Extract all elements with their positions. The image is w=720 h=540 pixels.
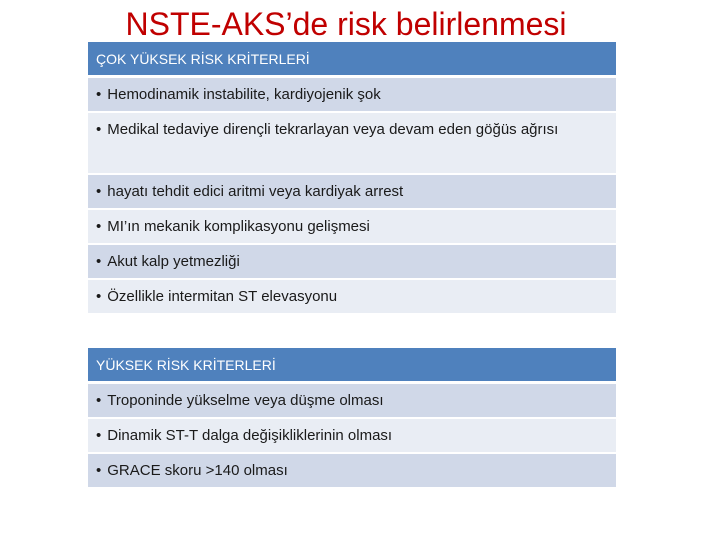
bullet-icon: • — [96, 427, 102, 444]
table-header — [88, 348, 616, 381]
table-row — [88, 78, 616, 111]
row-text: Troponinde yükselme veya düşme olması — [107, 392, 384, 409]
bullet-icon: • — [96, 218, 102, 235]
bullet-icon: • — [96, 86, 102, 103]
table-header — [88, 42, 616, 75]
row-text: Özellikle intermitan ST elevasyonu — [107, 288, 338, 305]
row-text: Medikal tedaviye dirençli tekrarlayan veya devam eden göğüs ağrısı — [107, 121, 559, 138]
row-text: hayatı tehdit edici aritmi veya kardiyak arrest — [107, 183, 404, 200]
table-row — [88, 113, 616, 173]
table-row — [88, 280, 616, 313]
bullet-icon: • — [96, 392, 102, 409]
row-text: Akut kalp yetmezliği — [107, 253, 240, 270]
header-label: YÜKSEK RİSK KRİTERLERİ — [96, 356, 276, 373]
table-row — [88, 245, 616, 278]
bullet-icon: • — [96, 121, 102, 138]
bullet-icon: • — [96, 462, 102, 479]
row-text: Hemodinamik instabilite, kardiyojenik şok — [107, 86, 381, 103]
row-text: MI’ın mekanik komplikasyonu gelişmesi — [107, 218, 370, 235]
row-text: Dinamik ST-T dalga değişikliklerinin olması — [107, 427, 393, 444]
table-row — [88, 419, 616, 452]
bullet-icon: • — [96, 183, 102, 200]
table-row — [88, 454, 616, 487]
slide-title: NSTE-AKS’de risk belirlenmesi — [125, 6, 567, 42]
table-row — [88, 210, 616, 243]
bullet-icon: • — [96, 288, 102, 305]
table-row — [88, 384, 616, 417]
header-label: ÇOK YÜKSEK RİSK KRİTERLERİ — [96, 50, 310, 67]
bullet-icon: • — [96, 253, 102, 270]
row-text: GRACE skoru >140 olması — [107, 462, 288, 479]
high-risk-table — [88, 348, 616, 490]
table-row — [88, 175, 616, 208]
very-high-risk-table — [88, 42, 616, 312]
